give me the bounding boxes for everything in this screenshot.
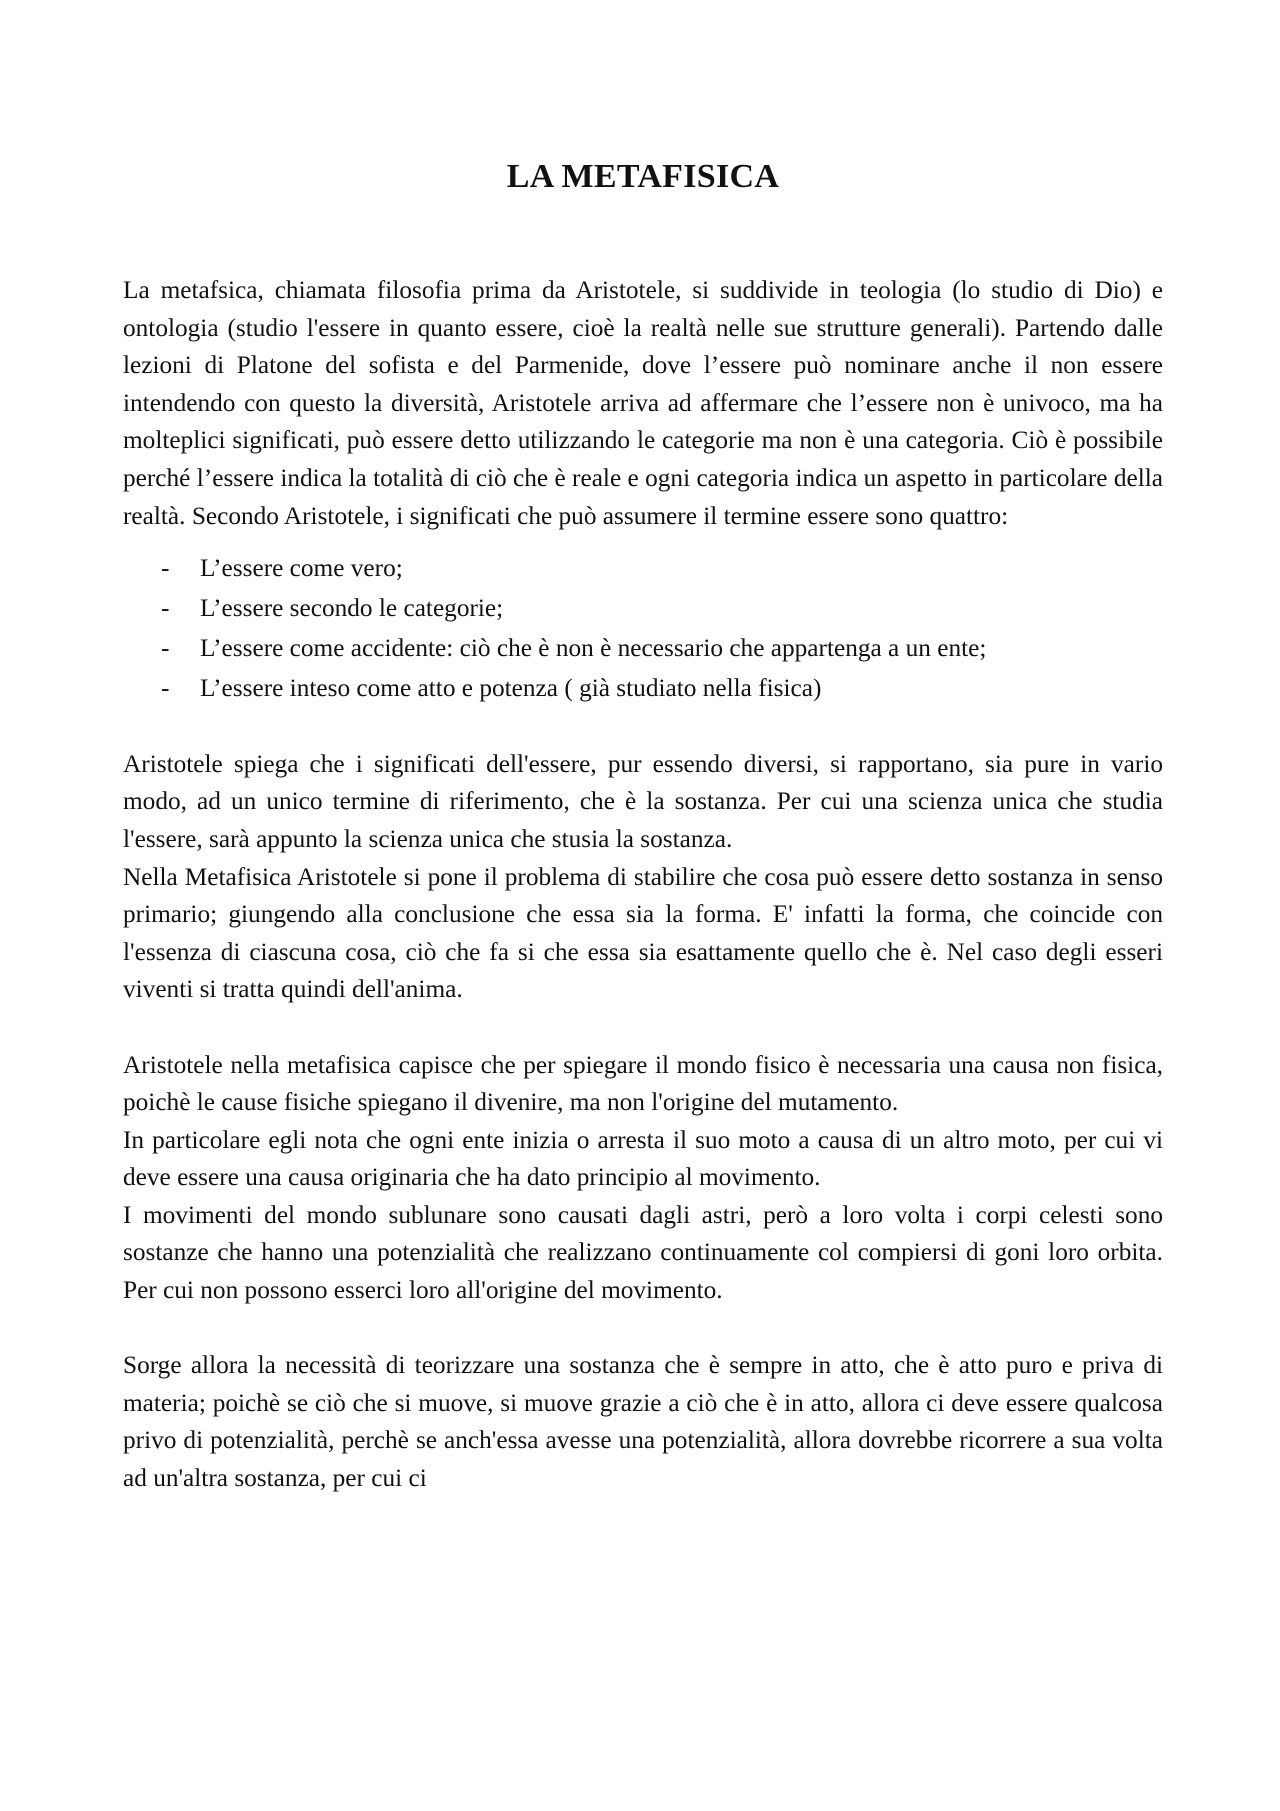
intro-paragraph: La metafsica, chiamata filosofia prima da Aristotele, si suddivide in teologia (lo studio di Dio) e ontologia (studio l'essere in quanto essere, cioè la realtà nelle sue strutture generali). Partendo dalle lezioni di Platone del sofista e del Parmenide, dove l’essere può nominare anche il non essere intendendo con questo la diversità, Aristotele arriva ad affermare che l’essere non è univoco, ma ha molteplici significati, può essere detto utilizzando le categorie ma non è una categoria. Ciò è possibile perché l’essere indica la totalità di ciò che è reale e ogni categoria indica un aspetto in particolare della realtà. Secondo Aristotele, i significati che può assumere il termine essere sono quattro: bbox=[123, 276, 1163, 530]
paragraph-spacer bbox=[123, 708, 1163, 746]
paragraph: Aristotele spiega che i significati dell'essere, pur essendo diversi, si rapportano, sia pure in vario modo, ad un unico termine di riferimento, che è la sostanza. Per cui una scienza unica che studia l'essere, sarà appunto la scienza unica che stusia la sostanza. bbox=[123, 749, 1163, 853]
paragraph: In particolare egli nota che ogni ente inizia o arresta il suo moto a causa di un altro moto, per cui vi deve essere una causa originaria che ha dato principio al movimento. bbox=[123, 1125, 1163, 1192]
list-item-text: L’essere come vero; bbox=[200, 554, 403, 583]
paragraph-spacer bbox=[123, 1009, 1163, 1047]
list-item bbox=[123, 548, 1163, 588]
list-item-text: L’essere inteso come atto e potenza ( già studiato nella fisica) bbox=[200, 674, 822, 703]
list-marker: - bbox=[161, 554, 170, 583]
list-item-text: L’essere secondo le categorie; bbox=[200, 594, 504, 623]
list-item bbox=[123, 588, 1163, 628]
paragraph: I movimenti del mondo sublunare sono causati dagli astri, però a loro volta i corpi celesti sono sostanze che hanno una potenzialità che realizzano continuamente col compiersi di goni loro orbita. Per cui non possono esserci loro all'origine del movimento. bbox=[123, 1200, 1163, 1305]
list-marker: - bbox=[161, 594, 170, 623]
list-item bbox=[123, 628, 1163, 668]
list-item-text: L’essere come accidente: ciò che è non è necessario che appartenga a un ente; bbox=[200, 634, 987, 663]
document-body bbox=[123, 155, 1163, 1498]
document-title: LA METAFISICA bbox=[506, 158, 780, 195]
paragraph-spacer bbox=[123, 1310, 1163, 1348]
paragraph: Aristotele nella metafisica capisce che per spiegare il mondo fisico è necessaria una causa non fisica, poichè le cause fisiche spiegano il divenire, ma non l'origine del mutamento. bbox=[123, 1050, 1163, 1117]
paragraph: Sorge allora la necessità di teorizzare una sostanza che è sempre in atto, che è atto puro e priva di materia; poichè se ciò che si muove, si muove grazie a ciò che è in atto, allora ci deve essere qualcosa privo di potenzialità, perchè se anch'essa avesse una potenzialità, allora dovrebbe ricorrere a sua volta ad un'altra sostanza, per cui ci bbox=[123, 1351, 1163, 1493]
list-marker: - bbox=[161, 634, 170, 663]
list-item bbox=[123, 668, 1163, 708]
list-marker: - bbox=[161, 674, 170, 703]
paragraph: Nella Metafisica Aristotele si pone il problema di stabilire che cosa può essere detto sostanza in senso primario; giungendo alla conclusione che essa sia la forma. E' infatti la forma, che coincide con l'essenza di ciascuna cosa, ciò che fa si che essa sia esattamente quello che è. Nel caso degli esseri viventi si tratta quindi dell'anima. bbox=[123, 862, 1163, 1004]
meanings-list bbox=[123, 548, 1163, 708]
